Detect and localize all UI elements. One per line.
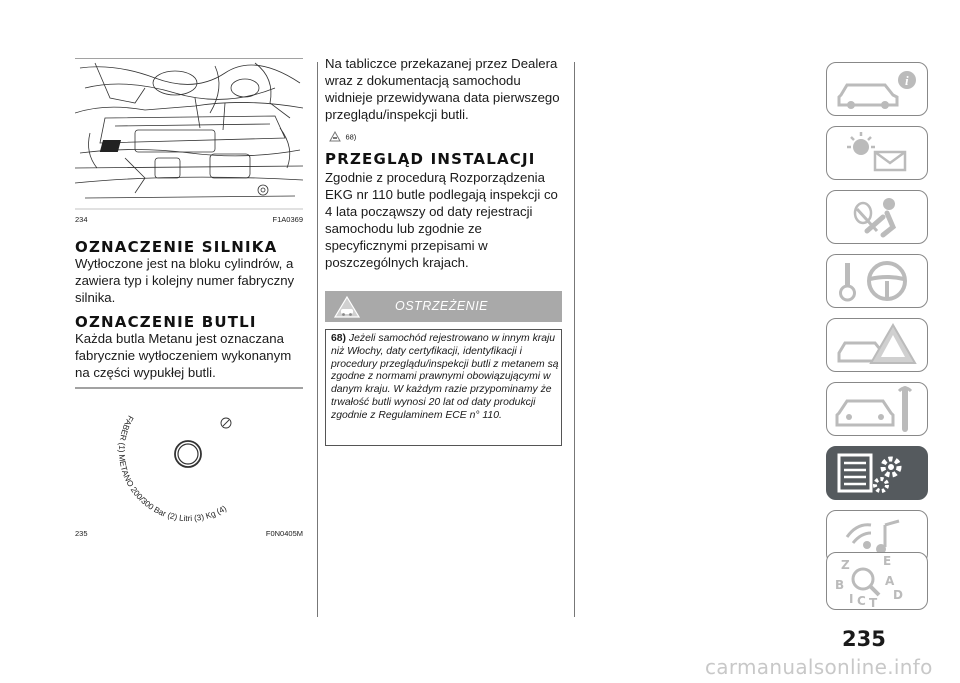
figure-234-caption — [75, 215, 303, 225]
index-letter: T — [869, 596, 878, 609]
warning-header — [325, 291, 562, 322]
warning-reference-number: 68) — [345, 132, 357, 142]
car-maintenance-icon — [827, 383, 927, 435]
cylinder-label-illustration — [75, 387, 303, 527]
index-letter: Z — [841, 558, 850, 572]
figure-code: F1A0369 — [272, 215, 303, 224]
tab-car-maintenance[interactable] — [826, 382, 928, 436]
dashboard-lights-icon — [827, 127, 927, 179]
cylinder-marking-text: Każda butla Metanu jest oznaczana fabrycznie wytłoczeniem wykonanym na części wypukłej butli. — [75, 331, 292, 380]
index-letter: I — [849, 592, 854, 606]
warning-box — [325, 329, 562, 446]
tab-dashboard-lights[interactable] — [826, 126, 928, 180]
technical-data-icon — [827, 447, 927, 499]
heading-engine-marking: OZNACZENIE SILNIKA — [75, 238, 278, 256]
svg-text:i: i — [905, 73, 909, 88]
cylinder-ring-text: FABER (1) METANO 200/300 Bar (2) Litri (3) Kg (4) — [116, 413, 229, 524]
figure-235-caption — [75, 529, 303, 539]
installation-inspection-text: Zgodnie z procedurą Rozporządzenia EKG nr 110 butle podlegają inspekcji co 4 lata począwszy od daty rejestracji samochodu lub zgodnie ze specyficznymi przepisami w poszczególnych krajach. — [325, 170, 558, 270]
warning-small-icon — [329, 131, 341, 142]
index-letter: A — [885, 574, 895, 588]
key-steering-icon — [827, 255, 927, 307]
figure-number: 235 — [75, 529, 88, 538]
engine-marking-text: Wytłoczone jest na bloku cylindrów, a zawiera typ i kolejny numer fabryczny silnika. — [75, 256, 295, 305]
index-letter: B — [835, 578, 845, 592]
heading-installation-inspection: PRZEGLĄD INSTALACJI — [325, 150, 536, 168]
tab-technical-data[interactable] — [826, 446, 928, 500]
warning-text: Jeżeli samochód rejestrowano w innym kraju niż Włochy, daty certyfikacji, identyfikacji i procedury przeglądu/inspekcji butli z metanem są zgodne z normami prawnymi obowiązującymi w danym kraju. W każdym razie przypominamy że trwałość butli wynosi 20 lat od daty produkcji zgodnie z Regulaminem ECE n° 110. — [331, 333, 559, 421]
column-divider-left — [317, 62, 318, 617]
tab-index[interactable] — [826, 552, 928, 610]
emergency-triangle-icon — [827, 319, 927, 371]
tab-airbag-safety[interactable] — [826, 190, 928, 244]
figure-code: F0N0405M — [265, 529, 303, 538]
index-letter: E — [883, 554, 892, 568]
heading-cylinder-marking: OZNACZENIE BUTLI — [75, 313, 257, 331]
tab-car-info[interactable] — [826, 62, 928, 116]
page-number: 235 — [842, 627, 886, 651]
warning-car-icon — [334, 296, 360, 318]
index-letter: D — [893, 588, 903, 602]
tab-key-steering[interactable] — [826, 254, 928, 308]
warning-content — [331, 333, 559, 423]
column-divider-right — [574, 62, 575, 617]
figure-number: 234 — [75, 215, 88, 224]
index-search-icon — [827, 553, 927, 609]
index-letter: C — [857, 594, 866, 608]
warning-reference — [329, 128, 356, 142]
figure-234 — [75, 58, 303, 210]
car-info-icon — [827, 63, 927, 115]
inspection-date-text: Na tabliczce przekazanej przez Dealera wraz z dokumentacją samochodu widnieje przewidywana data pierwszego przeglądu/inspekcji butli. — [325, 56, 560, 122]
warning-title: OSTRZEŻENIE — [395, 299, 489, 313]
engine-bay-illustration — [75, 58, 303, 210]
tab-emergency[interactable] — [826, 318, 928, 372]
warning-number: 68) — [331, 333, 347, 344]
watermark[interactable]: carmanualsonline.info — [705, 655, 933, 679]
figure-235 — [75, 387, 303, 527]
airbag-safety-icon — [827, 191, 927, 243]
